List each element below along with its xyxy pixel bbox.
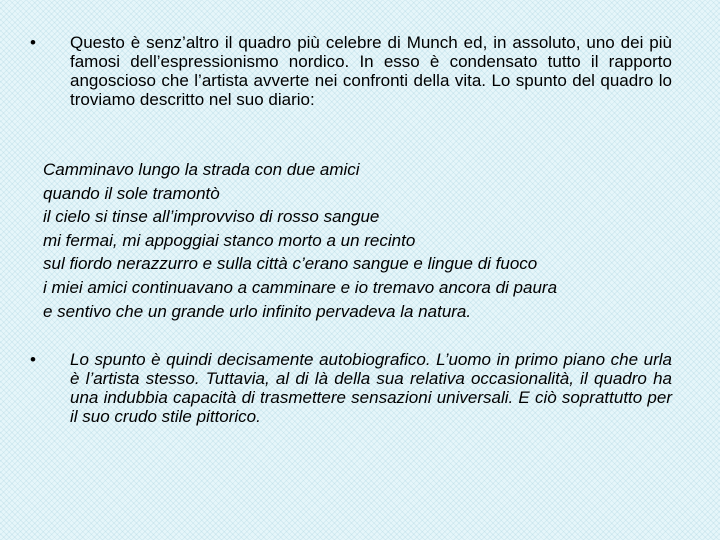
conclusion-bullet (30, 350, 672, 426)
intro-paragraph: Questo è senz’altro il quadro più celebre di Munch ed, in assoluto, uno dei più famosi dell’espressionismo nordico. In esso è condensato tutto il rapporto angoscioso che l’artista avverte nei confronti della vita. Lo spunto del quadro lo troviamo descritto nel suo diario: (70, 33, 672, 109)
bullet-marker: • (30, 33, 36, 52)
quote-line-7: e sentivo che un grande urlo infinito pervadeva la natura. (43, 301, 472, 321)
bullet-marker: • (30, 350, 36, 369)
diary-quote (43, 158, 683, 323)
quote-line-4: mi fermai, mi appoggiai stanco morto a un recinto (43, 230, 416, 250)
quote-line-3: il cielo si tinse all’improvviso di rosso sangue (43, 207, 380, 227)
quote-line-2: quando il sole tramontò (43, 183, 220, 203)
quote-line-1: Camminavo lungo la strada con due amici (43, 160, 360, 179)
intro-bullet (30, 33, 672, 109)
quote-line-6: i miei amici continuavano a camminare e io tremavo ancora di paura (43, 277, 558, 297)
conclusion-paragraph: Lo spunto è quindi decisamente autobiografico. L’uomo in primo piano che urla è l’artista stesso. Tuttavia, al di là della sua relativa occasionalità, il quadro ha una indubbia capacità di trasmettere sensazioni universali. E ciò soprattutto per il suo crudo stile pittorico. (70, 350, 672, 426)
quote-line-5: sul fiordo nerazzurro e sulla città c’erano sangue e lingue di fuoco (43, 254, 538, 274)
